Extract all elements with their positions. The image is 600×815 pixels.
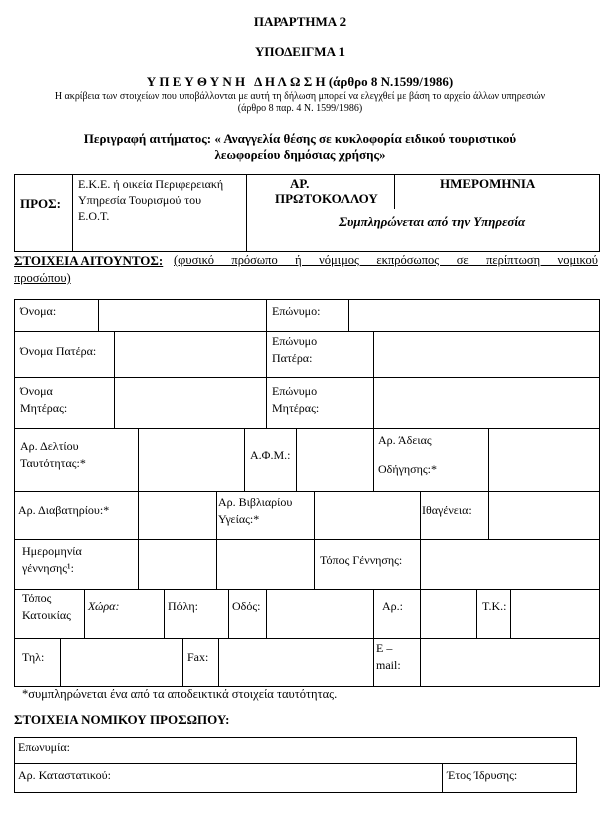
- founding-year-field[interactable]: [530, 764, 575, 791]
- country-field[interactable]: [124, 590, 163, 637]
- date-label: ΗΜΕΡΟΜΗΝΙΑ: [440, 176, 536, 191]
- fax-field[interactable]: [219, 639, 372, 685]
- statute-number-label: Αρ. Καταστατικού:: [18, 768, 111, 782]
- email-label-1: E –: [376, 641, 393, 655]
- phone-label: Τηλ:: [22, 650, 45, 664]
- father-surname-label-2: Πατέρα:: [272, 351, 313, 365]
- protocol-label-1: ΑΡ.: [290, 176, 310, 191]
- afm-field[interactable]: [297, 429, 372, 490]
- email-label-2: mail:: [376, 658, 401, 672]
- country-label: Χώρα:: [88, 599, 120, 613]
- mother-name-label-2: Μητέρας:: [20, 401, 68, 415]
- nationality-label: Ιθαγένεια:: [422, 503, 472, 517]
- email-field[interactable]: [421, 639, 598, 685]
- request-description-line-2: λεωφορείου δημόσιας χρήσης»: [214, 147, 386, 162]
- license-label-1: Αρ. Άδειας: [378, 433, 432, 447]
- number-field[interactable]: [421, 590, 475, 637]
- declaration-title: Υ Π Ε Υ Θ Υ Ν Η Δ Η Λ Ω Σ Η (άρθρο 8 Ν.1599/1986): [146, 74, 454, 89]
- applicant-heading-note: (φυσικό πρόσωπο ή νόμιμος εκπρόσωπος σε περίπτωση νομικού: [174, 253, 598, 267]
- fax-label: Fax:: [187, 650, 209, 664]
- legal-entity-heading: ΣΤΟΙΧΕΙΑ ΝΟΜΙΚΟΥ ΠΡΟΣΩΠΟΥ:: [14, 712, 230, 727]
- birth-place-field[interactable]: [421, 540, 598, 588]
- first-name-label: Όνομα:: [20, 304, 57, 318]
- nationality-field[interactable]: [489, 492, 598, 538]
- request-description-line-1: Περιγραφή αιτήματος: « Αναγγελία θέσης σε κυκλοφορία ειδικού τουριστικού: [83, 131, 517, 146]
- postal-code-label: Τ.Κ.:: [482, 599, 507, 613]
- passport-label: Αρ. Διαβατηρίου:*: [18, 503, 110, 517]
- surname-field[interactable]: [349, 300, 598, 330]
- health-book-field[interactable]: [315, 492, 419, 538]
- surname-label: Επώνυμο:: [272, 304, 321, 318]
- protocol-label-2: ΠΡΩΤΟΚΟΛΛΟΥ: [275, 191, 378, 206]
- birth-date-label-1: Ημερομηνία: [22, 544, 82, 558]
- license-field[interactable]: [489, 429, 598, 490]
- health-book-label-1: Αρ. Βιβλιαρίου: [218, 495, 293, 509]
- model-title: ΥΠΟΔΕΙΓΜΑ 1: [254, 44, 345, 59]
- company-name-label: Επωνυμία:: [18, 740, 70, 754]
- applicant-heading-note-2: προσώπου): [14, 271, 71, 285]
- mother-name-label-1: Όνομα: [20, 384, 53, 398]
- afm-label: Α.Φ.Μ.:: [250, 448, 291, 462]
- to-line-1: Ε.Κ.Ε. ή οικεία Περιφερειακή: [78, 177, 224, 191]
- father-name-label: Όνομα Πατέρα:: [20, 344, 97, 358]
- footnote: *συμπληρώνεται ένα από τα αποδεικτικά στοιχεία ταυτότητας.: [22, 687, 338, 701]
- mother-surname-field[interactable]: [374, 378, 598, 427]
- id-card-label-2: Ταυτότητας:*: [20, 456, 86, 470]
- id-card-label-1: Αρ. Δελτίου: [20, 439, 79, 453]
- phone-field[interactable]: [61, 639, 181, 685]
- applicant-heading: ΣΤΟΙΧΕΙΑ ΑΙΤΟΥΝΤΟΣ:: [14, 253, 164, 268]
- to-line-3: Ε.Ο.Τ.: [78, 209, 110, 223]
- founding-year-label: Έτος Ίδρυσης:: [447, 768, 518, 782]
- mother-surname-label-2: Μητέρας:: [272, 401, 320, 415]
- mother-name-field[interactable]: [115, 378, 265, 427]
- to-label: ΠΡΟΣ:: [20, 196, 61, 211]
- health-book-label-2: Υγείας:*: [218, 512, 260, 526]
- birth-date-label-2: γέννησης¹:: [22, 561, 74, 575]
- street-field[interactable]: [267, 590, 372, 637]
- to-line-2: Υπηρεσία Τουρισμού του: [78, 193, 202, 207]
- birth-date-field[interactable]: [139, 540, 313, 588]
- note-line-1: Η ακρίβεια των στοιχείων που υποβάλλονται με αυτή τη δήλωση μπορεί να ελεγχθεί με βάση το αρχείο άλλων υπηρεσιών: [54, 91, 546, 102]
- service-note: Συμπληρώνεται από την Υπηρεσία: [339, 214, 526, 229]
- company-name-field[interactable]: [80, 738, 575, 762]
- postal-code-field[interactable]: [511, 590, 598, 637]
- license-label-2: Οδήγησης:*: [378, 462, 438, 476]
- city-label: Πόλη:: [168, 599, 198, 613]
- street-label: Οδός:: [232, 599, 261, 613]
- passport-field[interactable]: [139, 492, 215, 538]
- number-label: Αρ.:: [382, 599, 403, 613]
- father-name-field[interactable]: [115, 332, 265, 376]
- statute-number-field[interactable]: [130, 764, 441, 791]
- father-surname-label-1: Επώνυμο: [272, 334, 318, 348]
- annex-title: ΠΑΡΑΡΤΗΜΑ 2: [253, 14, 347, 29]
- residence-label-1: Τόπος: [22, 591, 52, 605]
- note-line-2: (άρθρο 8 παρ. 4 Ν. 1599/1986): [237, 103, 363, 114]
- mother-surname-label-1: Επώνυμο: [272, 384, 318, 398]
- father-surname-field[interactable]: [374, 332, 598, 376]
- id-card-field[interactable]: [139, 429, 243, 490]
- birth-place-label: Τόπος Γέννησης:: [320, 553, 403, 567]
- first-name-field[interactable]: [99, 300, 265, 330]
- residence-label-2: Κατοικίας: [22, 608, 71, 622]
